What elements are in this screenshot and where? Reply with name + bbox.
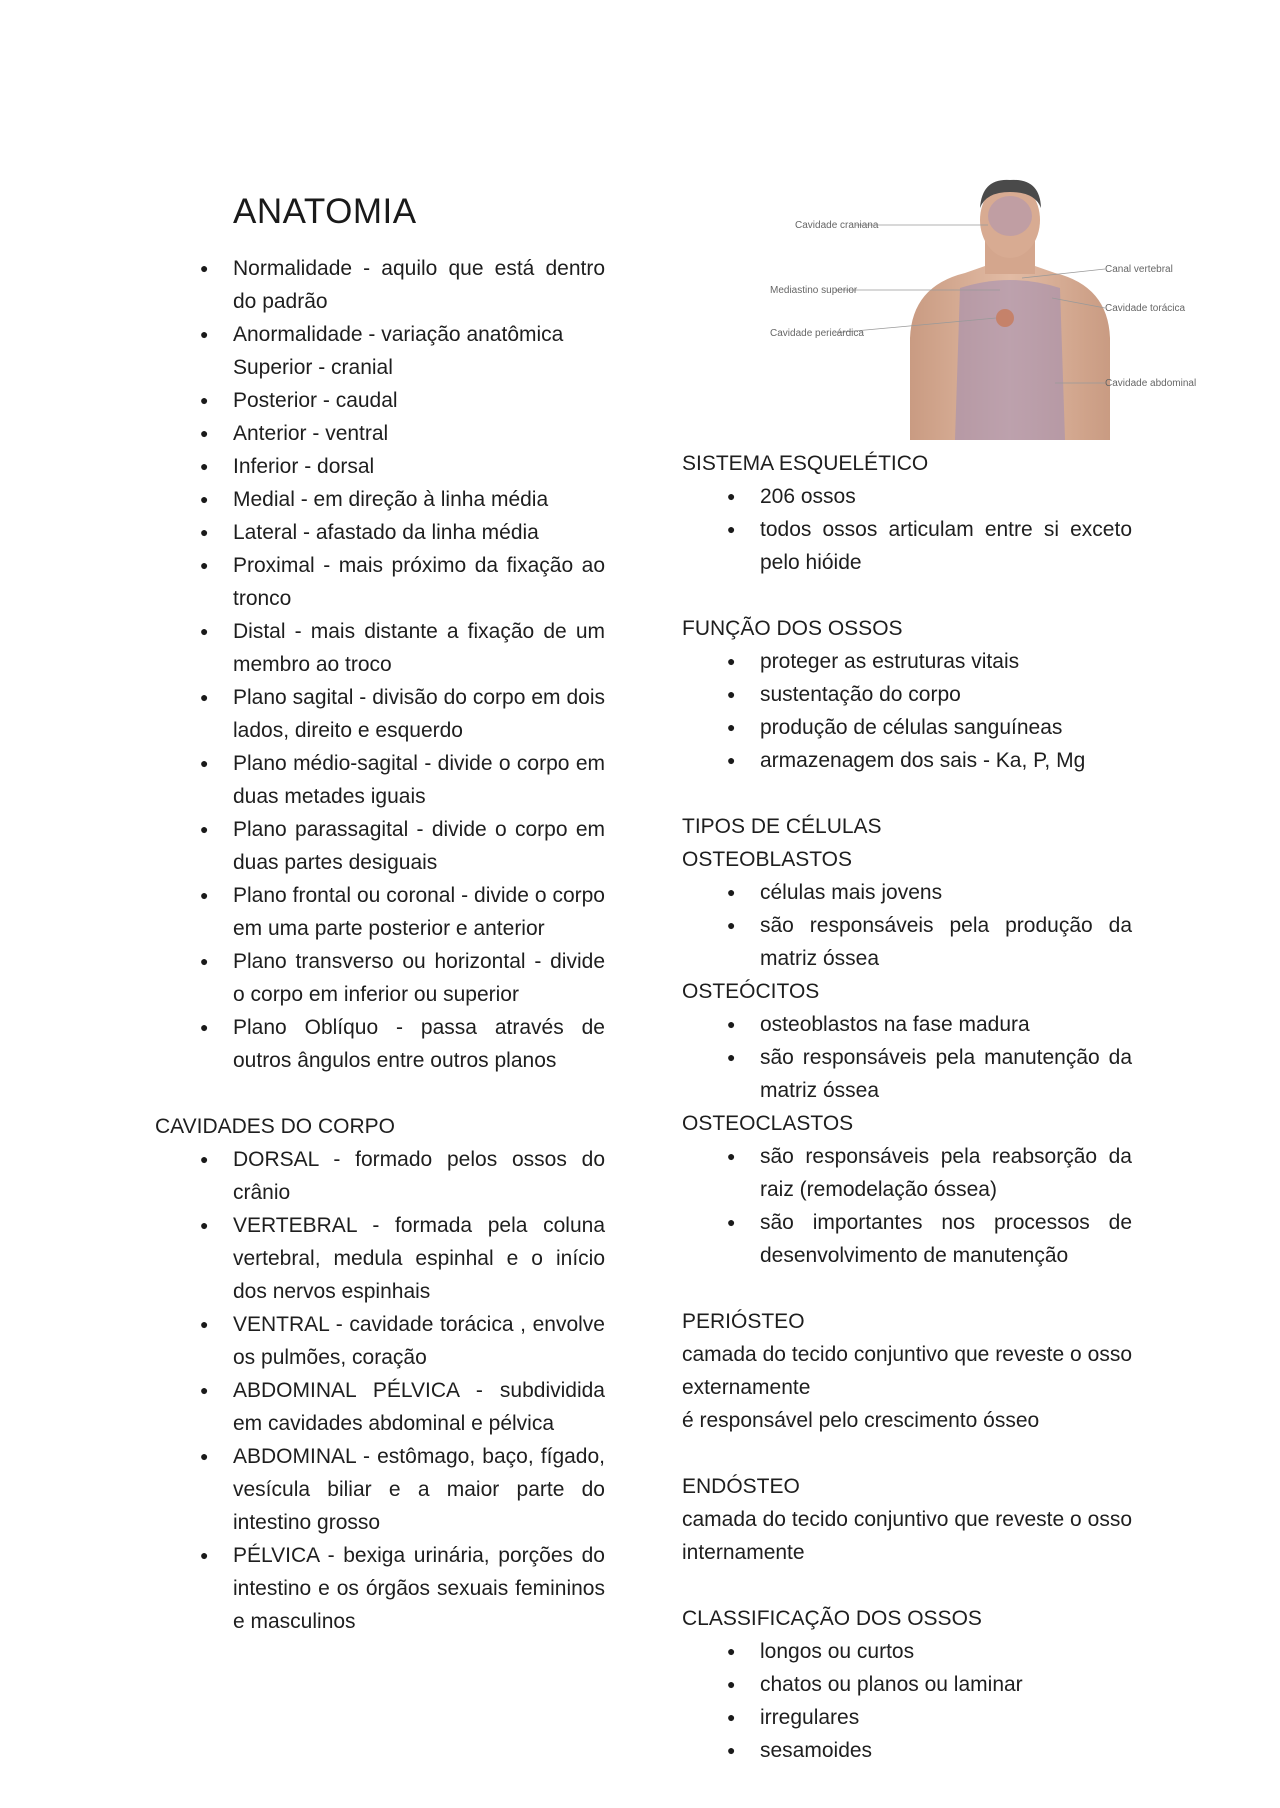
list-item: ● Inferior - dorsal bbox=[155, 450, 605, 483]
bullet-icon: ● bbox=[200, 326, 209, 342]
list-item: ● longos ou curtos bbox=[682, 1635, 1132, 1668]
classificacao-list bbox=[682, 1635, 1132, 1767]
bullet-icon: ● bbox=[727, 653, 736, 669]
osteoblastos-list bbox=[682, 876, 1132, 975]
list-item: ● células mais jovens bbox=[682, 876, 1132, 909]
section-heading-funcao: FUNÇÃO DOS OSSOS bbox=[682, 617, 903, 640]
bullet-icon: ● bbox=[200, 1382, 209, 1398]
list-item: ● Distal - mais distante a fixação de um membro ao troco bbox=[155, 615, 605, 681]
list-item: ● Plano Oblíquo - passa através de outros ângulos entre outros planos bbox=[155, 1011, 605, 1077]
label-mediastino-superior: Mediastino superior bbox=[770, 285, 858, 296]
endosteo-text: camada do tecido conjuntivo que reveste o osso internamente bbox=[682, 1508, 1132, 1564]
bullet-icon: ● bbox=[200, 392, 209, 408]
bullet-icon: ● bbox=[200, 1151, 209, 1167]
label-cavidade-pericardica: Cavidade pericárdica bbox=[770, 328, 864, 339]
bullet-icon: ● bbox=[727, 1676, 736, 1692]
bullet-icon: ● bbox=[727, 884, 736, 900]
anatomy-terms-list bbox=[155, 252, 605, 351]
bullet-icon: ● bbox=[200, 458, 209, 474]
body-cavities-illustration bbox=[760, 168, 1220, 440]
osteocitos-list bbox=[682, 1008, 1132, 1107]
subheading-osteoblastos: OSTEOBLASTOS bbox=[682, 848, 852, 871]
list-item: ● osteoblastos na fase madura bbox=[682, 1008, 1132, 1041]
section-heading-endosteo: ENDÓSTEO bbox=[682, 1475, 800, 1498]
osteoclastos-list bbox=[682, 1140, 1132, 1272]
section-heading-cavidades: CAVIDADES DO CORPO bbox=[155, 1115, 395, 1138]
bullet-icon: ● bbox=[727, 521, 736, 537]
bullet-icon: ● bbox=[200, 755, 209, 771]
list-item: ● chatos ou planos ou laminar bbox=[682, 1668, 1132, 1701]
pericardial-cavity bbox=[996, 309, 1014, 327]
list-item: ● VERTEBRAL - formada pela coluna vertebral, medula espinhal e o início dos nervos espinhais bbox=[155, 1209, 605, 1308]
bullet-icon: ● bbox=[200, 557, 209, 573]
plain-line: Superior - cranial bbox=[233, 356, 393, 379]
left-column bbox=[155, 252, 605, 1638]
list-item: ● são responsáveis pela manutenção da matriz óssea bbox=[682, 1041, 1132, 1107]
esqueletico-list bbox=[682, 480, 1132, 579]
bullet-icon: ● bbox=[200, 623, 209, 639]
list-item: ● são importantes nos processos de desenvolvimento de manutenção bbox=[682, 1206, 1132, 1272]
funcao-list bbox=[682, 645, 1132, 777]
bullet-icon: ● bbox=[200, 887, 209, 903]
cavidades-list bbox=[155, 1143, 605, 1638]
periosteo-text: camada do tecido conjuntivo que reveste o osso externamente bbox=[682, 1343, 1132, 1399]
bullet-icon: ● bbox=[727, 1016, 736, 1032]
list-item: ● Medial - em direção à linha média bbox=[155, 483, 605, 516]
list-item: ● Anormalidade - variação anatômica bbox=[155, 318, 605, 351]
list-item: ● Plano médio-sagital - divide o corpo em duas metades iguais bbox=[155, 747, 605, 813]
bullet-icon: ● bbox=[200, 689, 209, 705]
page-title: ANATOMIA bbox=[233, 192, 417, 231]
bullet-icon: ● bbox=[727, 719, 736, 735]
bullet-icon: ● bbox=[200, 491, 209, 507]
bullet-icon: ● bbox=[200, 260, 209, 276]
list-item: ● irregulares bbox=[682, 1701, 1132, 1734]
bullet-icon: ● bbox=[200, 1019, 209, 1035]
bullet-icon: ● bbox=[200, 524, 209, 540]
list-item: ● proteger as estruturas vitais bbox=[682, 645, 1132, 678]
list-item: ● Normalidade - aquilo que está dentro do padrão bbox=[155, 252, 605, 318]
list-item: ● armazenagem dos sais - Ka, P, Mg bbox=[682, 744, 1132, 777]
list-item: ● Posterior - caudal bbox=[155, 384, 605, 417]
bullet-icon: ● bbox=[727, 1049, 736, 1065]
bullet-icon: ● bbox=[727, 1709, 736, 1725]
subheading-osteocitos: OSTEÓCITOS bbox=[682, 980, 820, 1003]
list-item: ● ABDOMINAL - estômago, baço, fígado, vesícula biliar e a maior parte do intestino grosso bbox=[155, 1440, 605, 1539]
list-item: ● Proximal - mais próximo da fixação ao tronco bbox=[155, 549, 605, 615]
subheading-osteoclastos: OSTEOCLASTOS bbox=[682, 1112, 854, 1135]
right-column bbox=[682, 447, 1132, 1767]
cranial-cavity bbox=[988, 196, 1032, 236]
section-heading-celulas: TIPOS DE CÉLULAS bbox=[682, 815, 882, 838]
section-heading-periosteo: PERIÓSTEO bbox=[682, 1310, 805, 1333]
list-item: ● Plano parassagital - divide o corpo em duas partes desiguais bbox=[155, 813, 605, 879]
label-cavidade-toracica: Cavidade torácica bbox=[1105, 303, 1186, 314]
label-cavidade-abdominal: Cavidade abdominal bbox=[1105, 378, 1197, 389]
list-item: ● Plano transverso ou horizontal - divide o corpo em inferior ou superior bbox=[155, 945, 605, 1011]
bullet-icon: ● bbox=[727, 686, 736, 702]
label-canal-vertebral: Canal vertebral bbox=[1105, 264, 1173, 275]
ventral-cavity bbox=[955, 280, 1065, 440]
periosteo-text-2: é responsável pelo crescimento ósseo bbox=[682, 1409, 1040, 1432]
list-item: ● sustentação do corpo bbox=[682, 678, 1132, 711]
bullet-icon: ● bbox=[200, 425, 209, 441]
list-item: ● produção de células sanguíneas bbox=[682, 711, 1132, 744]
list-item: ● DORSAL - formado pelos ossos do crânio bbox=[155, 1143, 605, 1209]
anatomy-terms-list-continued bbox=[155, 384, 605, 1077]
list-item: ● sesamoides bbox=[682, 1734, 1132, 1767]
bullet-icon: ● bbox=[200, 1217, 209, 1233]
bullet-icon: ● bbox=[727, 1214, 736, 1230]
list-item: ● Plano sagital - divisão do corpo em dois lados, direito e esquerdo bbox=[155, 681, 605, 747]
section-heading-classificacao: CLASSIFICAÇÃO DOS OSSOS bbox=[682, 1607, 982, 1630]
bullet-icon: ● bbox=[200, 1547, 209, 1563]
bullet-icon: ● bbox=[727, 1148, 736, 1164]
bullet-icon: ● bbox=[200, 1448, 209, 1464]
list-item: ● ABDOMINAL PÉLVICA - subdividida em cavidades abdominal e pélvica bbox=[155, 1374, 605, 1440]
list-item: ● PÉLVICA - bexiga urinária, porções do intestino e os órgãos sexuais femininos e masculinos bbox=[155, 1539, 605, 1638]
section-heading-esqueletico: SISTEMA ESQUELÉTICO bbox=[682, 452, 929, 475]
bullet-icon: ● bbox=[200, 821, 209, 837]
bullet-icon: ● bbox=[727, 488, 736, 504]
list-item: ● 206 ossos bbox=[682, 480, 1132, 513]
list-item: ● Anterior - ventral bbox=[155, 417, 605, 450]
list-item: ● Plano frontal ou coronal - divide o corpo em uma parte posterior e anterior bbox=[155, 879, 605, 945]
bullet-icon: ● bbox=[727, 917, 736, 933]
list-item: ● são responsáveis pela reabsorção da raiz (remodelação óssea) bbox=[682, 1140, 1132, 1206]
list-item: ● são responsáveis pela produção da matriz óssea bbox=[682, 909, 1132, 975]
list-item: ● todos ossos articulam entre si exceto pelo hióide bbox=[682, 513, 1132, 579]
list-item: ● Lateral - afastado da linha média bbox=[155, 516, 605, 549]
bullet-icon: ● bbox=[727, 1742, 736, 1758]
bullet-icon: ● bbox=[200, 953, 209, 969]
label-cavidade-craniana: Cavidade craniana bbox=[795, 220, 879, 231]
bullet-icon: ● bbox=[727, 752, 736, 768]
bullet-icon: ● bbox=[200, 1316, 209, 1332]
bullet-icon: ● bbox=[727, 1643, 736, 1659]
anatomy-figure-svg bbox=[760, 168, 1220, 440]
list-item: ● VENTRAL - cavidade torácica , envolve os pulmões, coração bbox=[155, 1308, 605, 1374]
